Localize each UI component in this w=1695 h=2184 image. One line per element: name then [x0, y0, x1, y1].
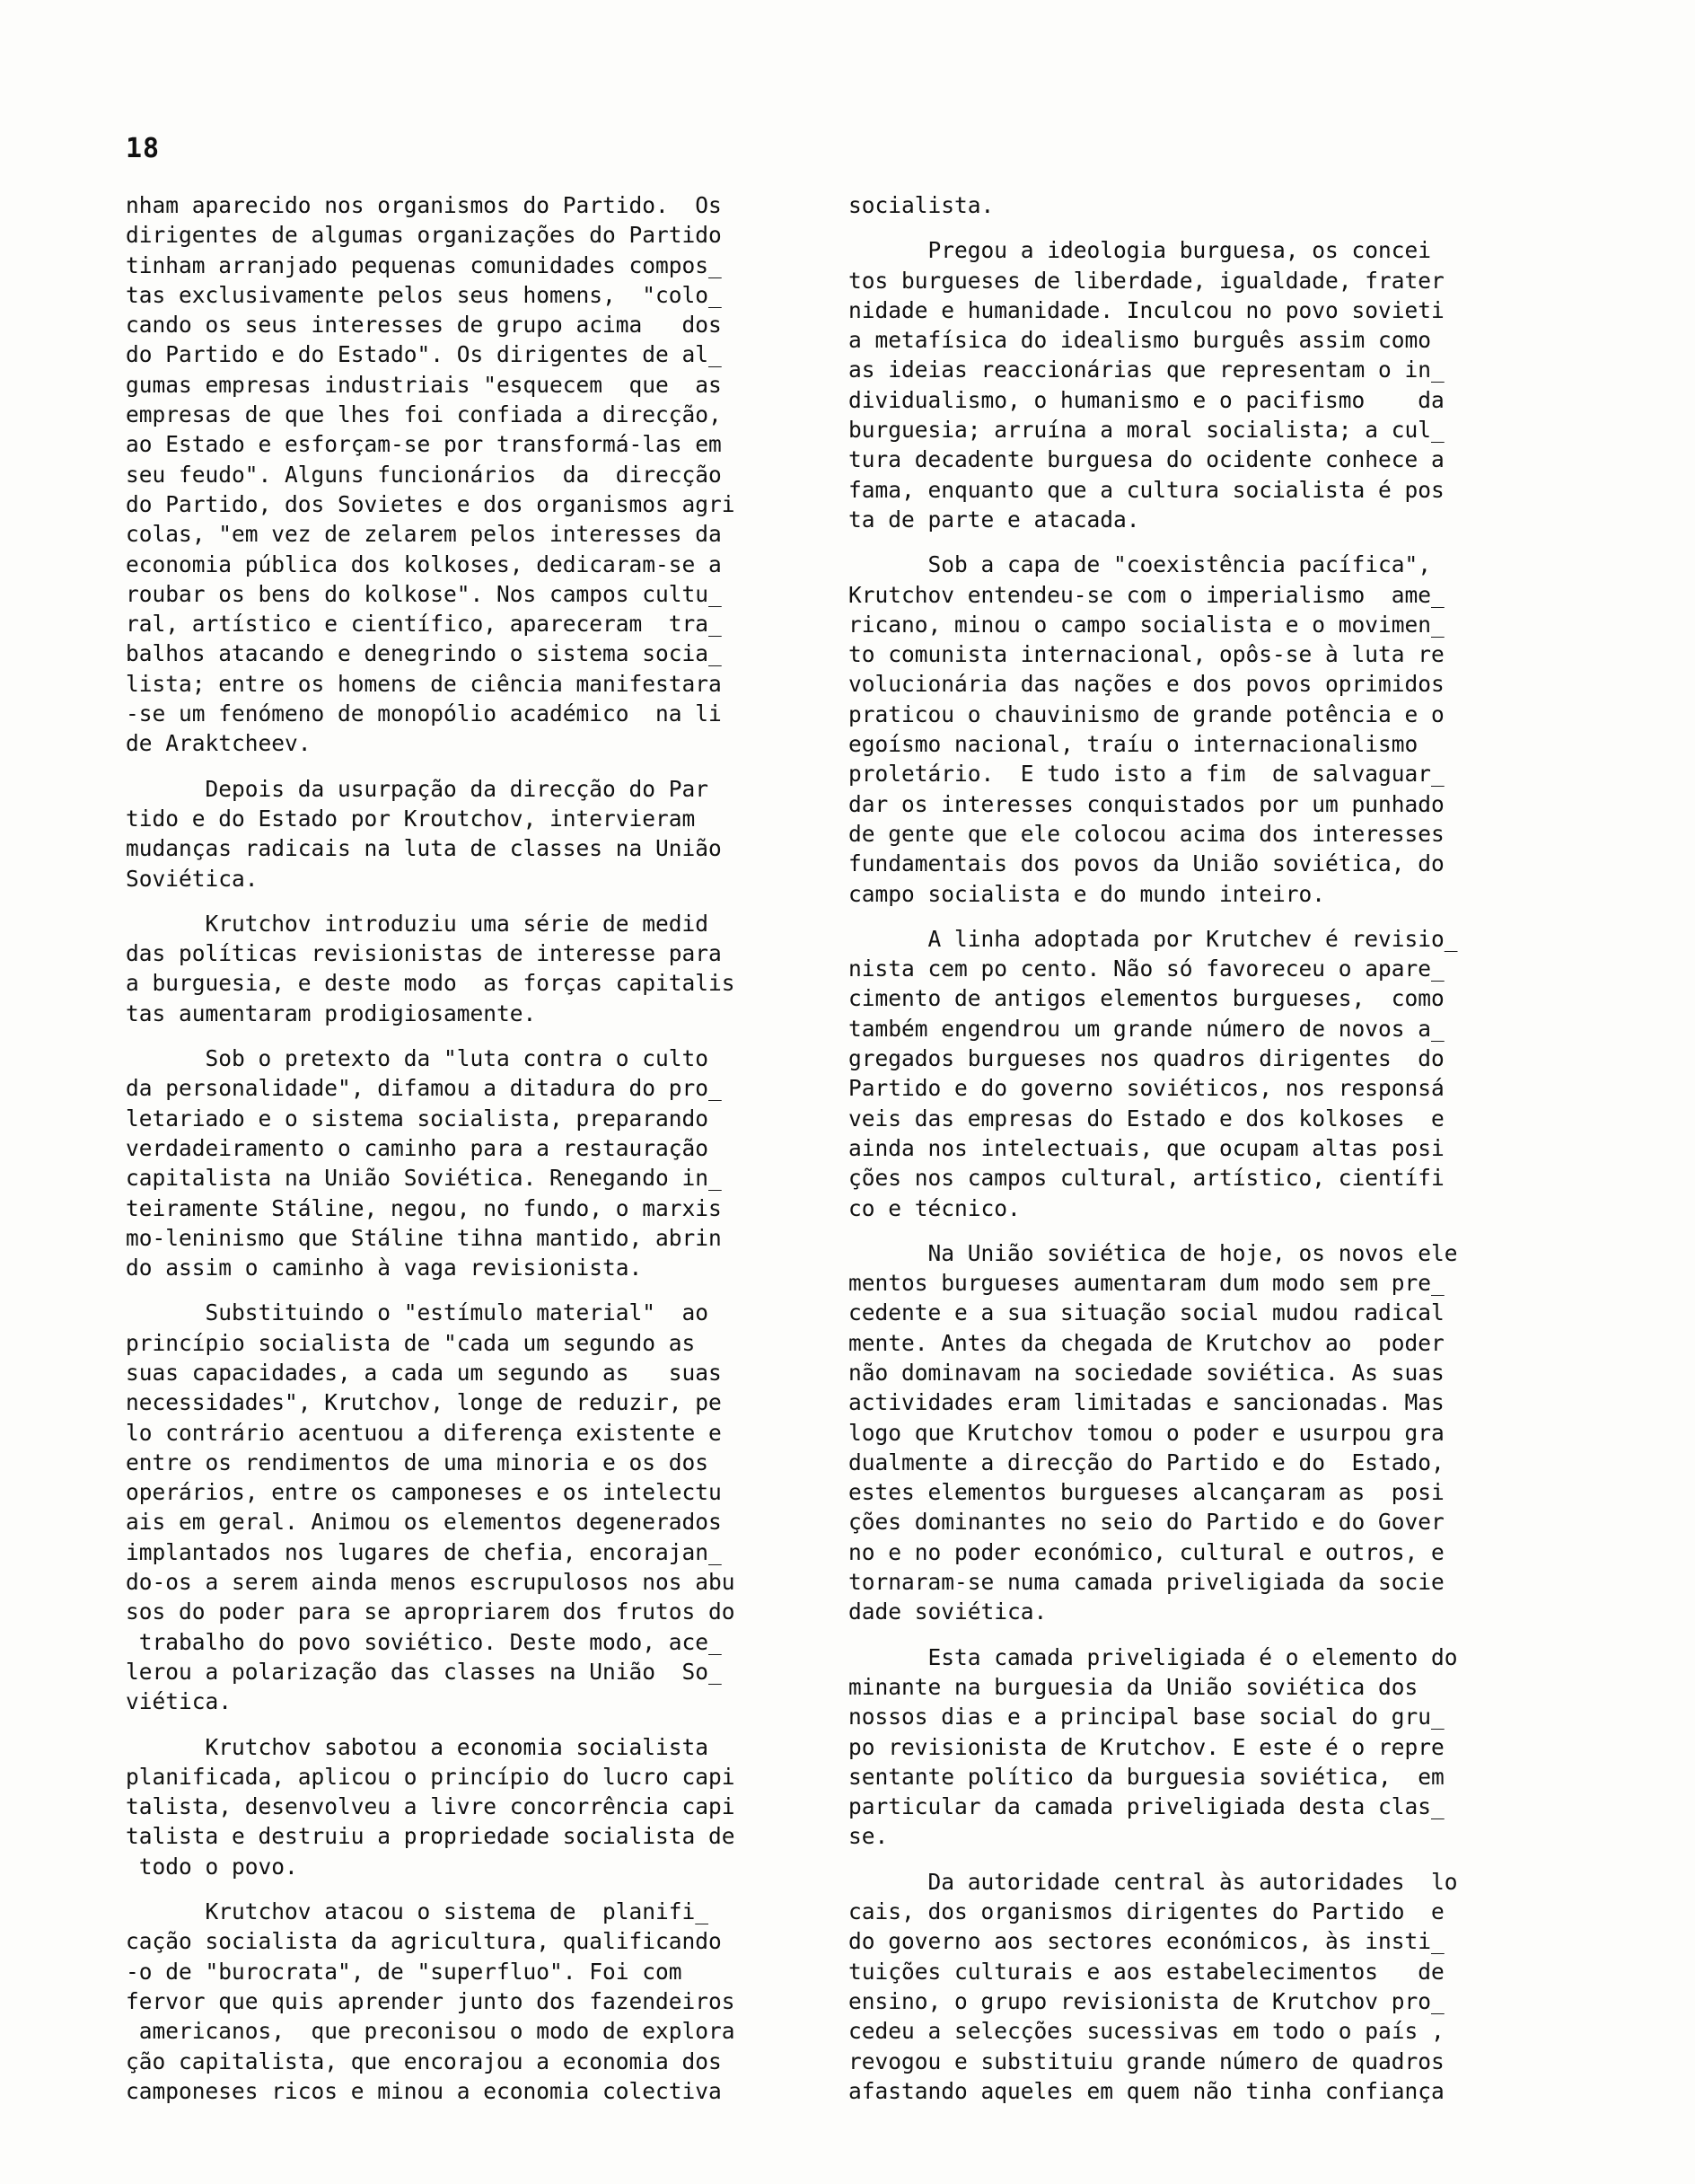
- text-line: gregados burgueses nos quadros dirigentes do: [848, 1045, 1445, 1072]
- text-line: entre os rendimentos de uma minoria e os dos: [126, 1449, 709, 1475]
- text-line: to comunista internacional, opôs-se à luta re: [848, 641, 1445, 668]
- text-line: Esta camada priveligiada é o elemento do: [848, 1643, 1458, 1670]
- text-line: teiramente Stáline, negou, no fundo, o marxis: [126, 1194, 722, 1221]
- text-line: ta de parte e atacada.: [848, 506, 1140, 533]
- text-line: Soviética.: [126, 865, 259, 892]
- text-line: nista cem po cento. Não só favoreceu o apare_: [848, 956, 1445, 982]
- text-line: da personalidade", difamou a ditadura do pro_: [126, 1075, 722, 1102]
- text-line: não dominavam na sociedade soviética. As suas: [848, 1359, 1445, 1386]
- paragraph: [848, 924, 1513, 1223]
- text-line: proletário. E tudo isto a fim de salvaguar_: [848, 761, 1445, 788]
- text-line: tinham arranjado pequenas comunidades compos_: [126, 251, 722, 278]
- paragraph: [126, 909, 790, 1028]
- text-line: dualmente a direcção do Partido e do Estado,: [848, 1449, 1445, 1475]
- paragraph: [848, 1867, 1513, 2106]
- text-line: mente. Antes da chegada de Krutchov ao poder: [848, 1329, 1445, 1356]
- text-line: dividualismo, o humanismo e o pacifismo da: [848, 386, 1445, 413]
- text-line: Pregou a ideologia burguesa, os concei: [848, 237, 1432, 264]
- text-line: praticou o chauvinismo de grande potência e o: [848, 700, 1445, 727]
- text-line: tornaram-se numa camada priveligiada da socie: [848, 1569, 1445, 1596]
- text-line: -o de "burocrata", de "superfluo". Foi com: [126, 1958, 682, 1985]
- paragraph: [848, 1642, 1513, 1852]
- text-line: ensino, o grupo revisionista de Krutchov pro_: [848, 1987, 1445, 2014]
- paragraph: [126, 1044, 790, 1282]
- text-line: do-os a serem ainda menos escrupulosos nos abu: [126, 1569, 735, 1596]
- text-line: Substituindo o "estímulo material" ao: [126, 1299, 709, 1326]
- text-line: dirigentes de algumas organizações do Partido: [126, 222, 722, 249]
- text-line: estes elementos burgueses alcançaram as posi: [848, 1479, 1445, 1506]
- paragraph: [848, 190, 1513, 220]
- text-line: as ideias reaccionárias que representam o in_: [848, 357, 1445, 383]
- text-line: co e técnico.: [848, 1194, 1021, 1221]
- text-line: cando os seus interesses de grupo acima dos: [126, 312, 722, 339]
- text-line: do governo aos sectores económicos, às insti_: [848, 1928, 1445, 1955]
- text-line: lerou a polarização das classes na União So_: [126, 1658, 722, 1685]
- text-line: volucionária das nações e dos povos oprimidos: [848, 671, 1445, 698]
- text-line: no e no poder económico, cultural e outros, e: [848, 1538, 1445, 1565]
- text-line: ções dominantes no seio do Partido e do Gover: [848, 1509, 1445, 1536]
- paragraph: [848, 550, 1513, 909]
- text-line: Depois da usurpação da direcção do Par: [126, 775, 709, 802]
- text-line: mudanças radicais na luta de classes na União: [126, 835, 722, 862]
- text-line: ções nos campos cultural, artístico, científi: [848, 1165, 1445, 1192]
- text-line: tos burgueses de liberdade, igualdade, frater: [848, 267, 1445, 294]
- right-column: [848, 190, 1513, 2121]
- text-line: nidade e humanidade. Inculcou no povo sovieti: [848, 296, 1445, 323]
- text-line: também engendrou um grande número de novos a_: [848, 1015, 1445, 1042]
- text-line: -se um fenómeno de monopólio académico na li: [126, 700, 722, 727]
- text-line: planificada, aplicou o princípio do lucro capi: [126, 1763, 735, 1790]
- text-line: talista e destruiu a propriedade socialista de: [126, 1823, 735, 1850]
- text-line: Krutchov sabotou a economia socialista: [126, 1733, 709, 1760]
- text-line: se.: [848, 1823, 889, 1850]
- text-line: letariado e o sistema socialista, preparando: [126, 1105, 709, 1132]
- text-line: talista, desenvolveu a livre concorrência capi: [126, 1793, 735, 1820]
- paragraph: [848, 1238, 1513, 1627]
- text-line: nossos dias e a principal base social do gru_: [848, 1704, 1445, 1730]
- text-line: trabalho do povo soviético. Deste modo, ace_: [126, 1628, 722, 1655]
- text-line: roubar os bens do kolkose". Nos campos cultu_: [126, 580, 722, 607]
- text-line: minante na burguesia da União soviética dos: [848, 1673, 1418, 1700]
- text-line: sentante político da burguesia soviética, em: [848, 1763, 1445, 1790]
- text-line: seu feudo". Alguns funcionários da direcção: [126, 461, 722, 488]
- text-line: particular da camada priveligiada desta clas_: [848, 1793, 1445, 1820]
- text-line: economia pública dos kolkoses, dedicaram-se a: [126, 550, 722, 577]
- paragraph: [126, 1732, 790, 1881]
- text-line: necessidades", Krutchov, longe de reduzir, pe: [126, 1389, 722, 1416]
- text-line: colas, "em vez de zelarem pelos interesses da: [126, 521, 722, 548]
- text-line: do assim o caminho à vaga revisionista.: [126, 1255, 643, 1281]
- text-line: cação socialista da agricultura, qualificando: [126, 1928, 722, 1955]
- text-line: Krutchov introduziu uma série de medid: [126, 910, 709, 937]
- text-line: lista; entre os homens de ciência manifestara: [126, 670, 722, 697]
- paragraph: [126, 1298, 790, 1716]
- text-line: do Partido e do Estado". Os dirigentes de al_: [126, 341, 722, 368]
- text-line: princípio socialista de "cada um segundo as: [126, 1329, 696, 1356]
- text-line: campo socialista e do mundo inteiro.: [848, 880, 1326, 907]
- text-line: gumas empresas industriais "esquecem que as: [126, 371, 722, 398]
- text-line: cais, dos organismos dirigentes do Partido e: [848, 1898, 1445, 1925]
- text-line: sos do poder para se apropriarem dos frutos do: [126, 1598, 735, 1625]
- text-line: ricano, minou o campo socialista e o movimen_: [848, 611, 1445, 638]
- text-line: cedente e a sua situação social mudou radical: [848, 1299, 1445, 1326]
- text-line: fundamentais dos povos da União soviética, do: [848, 850, 1445, 877]
- text-line: balhos atacando e denegrindo o sistema socia_: [126, 640, 722, 667]
- text-line: de Araktcheev.: [126, 730, 312, 757]
- text-line: ais em geral. Animou os elementos degenerados: [126, 1509, 722, 1536]
- text-line: po revisionista de Krutchov. E este é o repre: [848, 1733, 1445, 1760]
- text-line: camponeses ricos e minou a economia colectiva: [126, 2077, 722, 2104]
- text-line: tido e do Estado por Kroutchov, intervieram: [126, 805, 696, 832]
- text-line: ção capitalista, que encorajou a economia dos: [126, 2048, 722, 2074]
- text-line: operários, entre os camponeses e os intelectu: [126, 1479, 722, 1506]
- text-line: viética.: [126, 1688, 233, 1715]
- text-line: Na União soviética de hoje, os novos ele: [848, 1239, 1458, 1266]
- text-line: empresas de que lhes foi confiada a direcção,: [126, 401, 722, 428]
- page-number: 18: [126, 133, 161, 164]
- text-line: tas exclusivamente pelos seus homens, "colo_: [126, 281, 722, 308]
- text-line: dar os interesses conquistados por um punhado: [848, 790, 1445, 817]
- text-line: cimento de antigos elementos burgueses, como: [848, 985, 1445, 1012]
- text-line: logo que Krutchov tomou o poder e usurpou gra: [848, 1419, 1445, 1446]
- text-line: fama, enquanto que a cultura socialista é pos: [848, 476, 1445, 503]
- text-line: veis das empresas do Estado e dos kolkoses e: [848, 1105, 1445, 1132]
- text-line: Partido e do governo soviéticos, nos responsá: [848, 1075, 1445, 1102]
- text-line: Da autoridade central às autoridades lo: [848, 1868, 1458, 1895]
- text-line: egoísmo nacional, traíu o internacionalismo: [848, 731, 1418, 758]
- text-line: Sob o pretexto da "luta contra o culto: [126, 1045, 709, 1072]
- text-line: mentos burgueses aumentaram dum modo sem pre_: [848, 1270, 1445, 1297]
- text-line: suas capacidades, a cada um segundo as suas: [126, 1359, 722, 1386]
- text-line: Sob a capa de "coexistência pacífica",: [848, 551, 1432, 578]
- text-line: todo o povo.: [126, 1853, 298, 1880]
- text-line: Krutchov atacou o sistema de planifi_: [126, 1898, 709, 1925]
- text-line: burguesia; arruína a moral socialista; a cul_: [848, 417, 1445, 444]
- text-line: a metafísica do idealismo burguês assim como: [848, 327, 1432, 354]
- paragraph: [848, 235, 1513, 534]
- text-line: ainda nos intelectuais, que ocupam altas posi: [848, 1134, 1445, 1161]
- text-line: nham aparecido nos organismos do Partido. Os: [126, 192, 722, 218]
- text-line: do Partido, dos Sovietes e dos organismos agri: [126, 490, 735, 517]
- text-line: socialista.: [848, 192, 995, 218]
- text-line: americanos, que preconisou o modo de explora: [126, 2018, 735, 2045]
- text-line: lo contrário acentuou a diferença existente e: [126, 1419, 722, 1446]
- text-line: ao Estado e esforçam-se por transformá-las em: [126, 431, 722, 458]
- text-line: ral, artístico e científico, apareceram tra_: [126, 611, 722, 638]
- text-line: mo-leninismo que Stáline tihna mantido, abrin: [126, 1224, 722, 1251]
- text-line: tas aumentaram prodigiosamente.: [126, 1000, 537, 1026]
- text-line: verdadeiramento o caminho para a restauração: [126, 1134, 709, 1161]
- paragraph: [126, 1897, 790, 2106]
- text-line: fervor que quis aprender junto dos fazendeiros: [126, 1987, 735, 2014]
- text-line: capitalista na União Soviética. Renegando in_: [126, 1165, 722, 1192]
- text-line: revogou e substituiu grande número de quadros: [848, 2048, 1445, 2074]
- text-line: actividades eram limitadas e sancionadas. Mas: [848, 1389, 1445, 1416]
- paragraph: [126, 774, 790, 894]
- text-line: Krutchov entendeu-se com o imperialismo ame_: [848, 581, 1445, 608]
- text-line: de gente que ele colocou acima dos interesses: [848, 820, 1445, 847]
- text-line: das políticas revisionistas de interesse para: [126, 940, 722, 967]
- text-line: cedeu a selecções sucessivas em todo o país ,: [848, 2018, 1445, 2045]
- text-line: tura decadente burguesa do ocidente conhece a: [848, 446, 1445, 473]
- text-line: A linha adoptada por Krutchev é revisio_: [848, 925, 1458, 952]
- text-line: a burguesia, e deste modo as forças capitalis: [126, 970, 735, 997]
- text-line: dade soviética.: [848, 1598, 1048, 1625]
- text-line: implantados nos lugares de chefia, encorajan_: [126, 1538, 722, 1565]
- paragraph: [126, 190, 790, 759]
- left-column: [126, 190, 790, 2121]
- text-line: tuições culturais e aos estabelecimentos de: [848, 1958, 1445, 1985]
- text-line: afastando aqueles em quem não tinha confiança: [848, 2077, 1445, 2104]
